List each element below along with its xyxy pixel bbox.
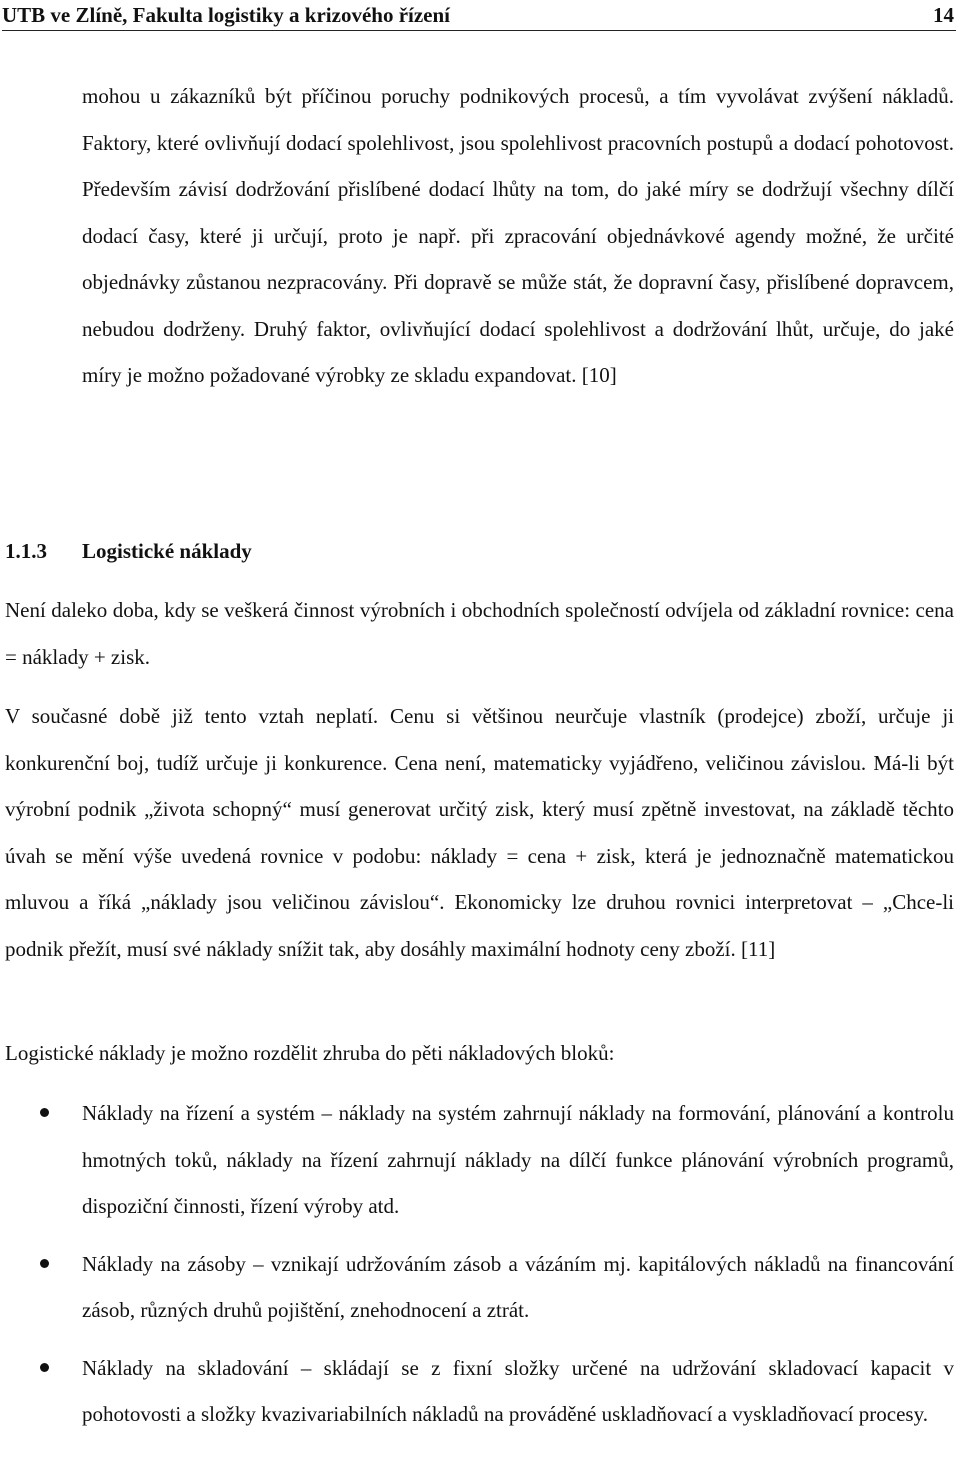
cost-blocks-list <box>0 1090 960 1449</box>
bullet-icon <box>40 1259 49 1268</box>
paragraph-cost-blocks-intro: Logistické náklady je možno rozdělit zhruba do pěti nákladových bloků: <box>5 1041 615 1065</box>
section-title: Logistické náklady <box>82 539 252 563</box>
bullet-icon <box>40 1108 49 1117</box>
paragraph-cost-equation: V současné době již tento vztah neplatí. Cenu si většinou neurčuje vlastník (prodejce) zboží, určuje ji konkurenční boj, tudíž určuje ji konkurence. Cena není, matematicky vyjádřeno, veličinou závislou. Má-li být výrobní podnik „života schopný“ musí generovat určitý zisk, který musí zpětně investovat, na základě těchto úvah se mění výše uvedená rovnice v podobu: náklady = cena + zisk, která je jednoznačně matematickou mluvou a říká „náklady jsou veličinou závislou“. Ekonomicky lze druhou rovnici interpretovat – „Chce-li podnik přežít, musí své náklady snížit tak, aby dosáhly maximální hodnoty ceny zboží. [11] <box>5 704 954 961</box>
list-item <box>0 1090 960 1230</box>
bullet-icon <box>40 1363 49 1372</box>
page-header <box>2 0 956 31</box>
list-item <box>0 1345 960 1438</box>
list-item <box>0 1241 960 1334</box>
paragraph-delivery-reliability: mohou u zákazníků být příčinou poruchy podnikových procesů, a tím vyvolávat zvýšení nákladů. Faktory, které ovlivňují dodací spolehlivost, jsou spolehlivost pracovních postupů a dodací pohotovost. Především závisí dodržování přislíbené dodací lhůty na tom, do jaké míry se dodržují všechny dílčí dodací časy, které ji určují, proto je např. při zpracování objednávkové agendy možné, že určité objednávky zůstanou nezpracovány. Při dopravě se může stát, že dopravní časy, přislíbené dopravcem, nebudou dodrženy. Druhý faktor, ovlivňující dodací spolehlivost a dodržování lhůt, určuje, do jaké míry je možno požadované výrobky ze skladu expandovat. [10] <box>82 84 954 387</box>
paragraph-basic-equation: Není daleko doba, kdy se veškerá činnost výrobních i obchodních společností odvíjela od základní rovnice: cena = náklady + zisk. <box>5 598 954 669</box>
section-heading <box>5 533 252 569</box>
section-number: 1.1.3 <box>5 539 47 563</box>
list-item-text: Náklady na skladování – skládají se z fixní složky určené na udržování skladovací kapacit v pohotovosti a složky kvazivariabilních nákladů na prováděné uskladňovací a vyskladňovací procesy. <box>82 1355 954 1426</box>
list-item-text: Náklady na zásoby – vznikají udržováním zásob a vázáním mj. kapitálových nákladů na financování zásob, různých druhů pojištění, znehodnocení a ztrát. <box>82 1251 954 1322</box>
list-item-text: Náklady na řízení a systém – náklady na systém zahrnují náklady na formování, plánování a kontrolu hmotných toků, náklady na řízení zahrnují náklady na dílčí funkce plánování výrobních programů, dispoziční činnosti, řízení výroby atd. <box>82 1101 954 1218</box>
header-title: UTB ve Zlíně, Fakulta logistiky a krizového řízení <box>2 2 451 27</box>
page-number: 14 <box>933 2 954 27</box>
